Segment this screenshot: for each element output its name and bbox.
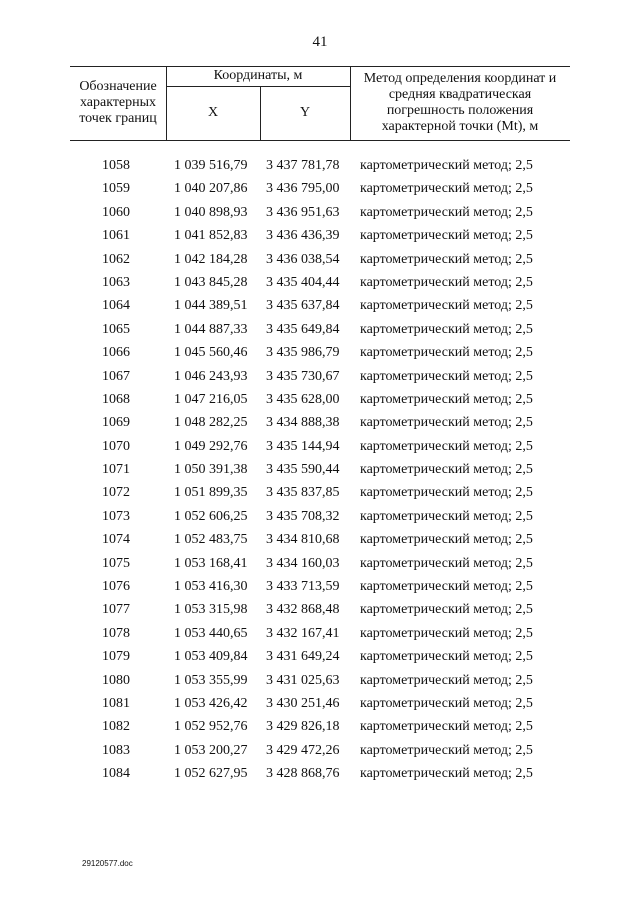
point-id: 1069 <box>102 415 130 431</box>
coord-x: 1 039 516,79 <box>174 158 248 173</box>
coord-y: 3 433 713,59 <box>266 579 340 595</box>
coord-x: 1 053 355,99 <box>174 672 248 688</box>
method: картометрический метод; 2,5 <box>360 321 533 337</box>
table-row <box>70 692 570 715</box>
coord-y: 3 434 888,38 <box>266 415 340 431</box>
table-row <box>70 411 570 434</box>
coord-x: 1 041 852,83 <box>174 228 248 244</box>
point-id: 1061 <box>102 228 130 244</box>
coord-x: 1 053 426,42 <box>174 695 248 711</box>
table-row <box>70 154 570 177</box>
point-id: 1070 <box>102 438 130 454</box>
method: картометрический метод; 2,5 <box>360 438 533 454</box>
point-id: 1073 <box>102 508 130 524</box>
method: картометрический метод; 2,5 <box>360 649 533 665</box>
coord-y: 3 432 167,41 <box>266 625 340 641</box>
coord-x: 1 044 389,51 <box>174 298 248 314</box>
method: картометрический метод; 2,5 <box>360 391 533 407</box>
table-row <box>70 365 570 388</box>
table-row <box>70 435 570 458</box>
table-body <box>70 154 570 786</box>
method: картометрический метод; 2,5 <box>360 742 533 758</box>
method: картометрический метод; 2,5 <box>360 415 533 431</box>
coord-x: 1 052 952,76 <box>174 719 248 735</box>
point-id: 1062 <box>102 251 130 267</box>
method: картометрический метод; 2,5 <box>360 579 533 595</box>
coord-y: 3 435 649,84 <box>266 321 340 337</box>
coord-x: 1 053 200,27 <box>174 742 248 758</box>
point-id: 1075 <box>102 555 130 571</box>
table-row <box>70 294 570 317</box>
point-id: 1077 <box>102 602 130 618</box>
point-id: 1066 <box>102 345 130 361</box>
method: картометрический метод; 2,5 <box>360 251 533 267</box>
table-row <box>70 739 570 762</box>
header-coordinates: Координаты, м <box>213 68 303 83</box>
table-row <box>70 271 570 294</box>
table-row <box>70 528 570 551</box>
coord-x: 1 045 560,46 <box>174 345 248 361</box>
coord-y: 3 429 826,18 <box>266 719 340 735</box>
method: картометрический метод; 2,5 <box>360 719 533 735</box>
method: картометрический метод; 2,5 <box>360 274 533 290</box>
method: картометрический метод; 2,5 <box>360 462 533 478</box>
method: картометрический метод; 2,5 <box>360 345 533 361</box>
point-id: 1065 <box>102 321 130 337</box>
coord-y: 3 435 404,44 <box>266 274 340 290</box>
method: картометрический метод; 2,5 <box>360 368 533 384</box>
coord-y: 3 428 868,76 <box>266 766 340 782</box>
page-number: 41 <box>312 34 328 50</box>
coord-y: 3 434 160,03 <box>266 555 340 571</box>
point-id: 1081 <box>102 695 130 711</box>
coord-y: 3 435 637,84 <box>266 298 340 314</box>
header-point-designation: Обозначение характерных точек границ <box>79 79 157 126</box>
file-name: 29120577.doc <box>82 859 133 868</box>
method: картометрический метод; 2,5 <box>360 508 533 524</box>
method: картометрический метод; 2,5 <box>360 695 533 711</box>
table-row <box>70 481 570 504</box>
method: картометрический метод; 2,5 <box>360 204 533 220</box>
header-x: X <box>207 105 219 120</box>
coord-y: 3 436 038,54 <box>266 251 340 267</box>
coord-x: 1 053 409,84 <box>174 649 248 665</box>
coord-x: 1 048 282,25 <box>174 415 248 431</box>
coord-y: 3 435 590,44 <box>266 462 340 478</box>
method: картометрический метод; 2,5 <box>360 532 533 548</box>
table-row <box>70 552 570 575</box>
table-row <box>70 177 570 200</box>
point-id: 1071 <box>102 462 130 478</box>
point-id: 1058 <box>102 158 130 173</box>
table-row <box>70 201 570 224</box>
coord-x: 1 052 627,95 <box>174 766 248 782</box>
table-row <box>70 458 570 481</box>
coord-x: 1 052 606,25 <box>174 508 248 524</box>
point-id: 1078 <box>102 625 130 641</box>
method: картометрический метод; 2,5 <box>360 625 533 641</box>
point-id: 1060 <box>102 204 130 220</box>
coord-y: 3 430 251,46 <box>266 695 340 711</box>
point-id: 1083 <box>102 742 130 758</box>
method: картометрический метод; 2,5 <box>360 555 533 571</box>
header-method: Метод определения координат и средняя квадратическая погрешность положения характерной точки (Mt), м <box>363 71 557 134</box>
coord-y: 3 432 868,48 <box>266 602 340 618</box>
coord-y: 3 435 837,85 <box>266 485 340 501</box>
table-row <box>70 341 570 364</box>
coord-x: 1 040 898,93 <box>174 204 248 220</box>
table-row <box>70 224 570 247</box>
coord-y: 3 434 810,68 <box>266 532 340 548</box>
method: картометрический метод; 2,5 <box>360 158 533 173</box>
table-row <box>70 248 570 271</box>
coord-y: 3 436 795,00 <box>266 181 340 197</box>
point-id: 1080 <box>102 672 130 688</box>
table-row <box>70 505 570 528</box>
table-header <box>70 66 570 140</box>
point-id: 1074 <box>102 532 130 548</box>
point-id: 1068 <box>102 391 130 407</box>
coord-y: 3 431 649,24 <box>266 649 340 665</box>
point-id: 1079 <box>102 649 130 665</box>
table-row <box>70 622 570 645</box>
method: картометрический метод; 2,5 <box>360 672 533 688</box>
header-y: Y <box>299 105 311 120</box>
coord-x: 1 053 168,41 <box>174 555 248 571</box>
method: картометрический метод; 2,5 <box>360 485 533 501</box>
coord-y: 3 436 436,39 <box>266 228 340 244</box>
coord-x: 1 047 216,05 <box>174 391 248 407</box>
table-row <box>70 645 570 668</box>
point-id: 1076 <box>102 579 130 595</box>
table-row <box>70 715 570 738</box>
method: картометрический метод; 2,5 <box>360 181 533 197</box>
coord-x: 1 042 184,28 <box>174 251 248 267</box>
coord-x: 1 046 243,93 <box>174 368 248 384</box>
coord-y: 3 436 951,63 <box>266 204 340 220</box>
coord-x: 1 043 845,28 <box>174 274 248 290</box>
table-row <box>70 575 570 598</box>
coord-y: 3 435 144,94 <box>266 438 340 454</box>
header-bottom-border <box>70 140 570 141</box>
coord-x: 1 040 207,86 <box>174 181 248 197</box>
point-id: 1082 <box>102 719 130 735</box>
point-id: 1084 <box>102 766 130 782</box>
method: картометрический метод; 2,5 <box>360 298 533 314</box>
table-row <box>70 388 570 411</box>
coord-y: 3 435 986,79 <box>266 345 340 361</box>
coord-x: 1 053 440,65 <box>174 625 248 641</box>
coord-x: 1 052 483,75 <box>174 532 248 548</box>
table-row <box>70 762 570 785</box>
point-id: 1063 <box>102 274 130 290</box>
table-row <box>70 598 570 621</box>
coord-y: 3 435 628,00 <box>266 391 340 407</box>
method: картометрический метод; 2,5 <box>360 766 533 782</box>
coord-y: 3 431 025,63 <box>266 672 340 688</box>
table-row <box>70 669 570 692</box>
method: картометрический метод; 2,5 <box>360 602 533 618</box>
coord-y: 3 435 708,32 <box>266 508 340 524</box>
point-id: 1067 <box>102 368 130 384</box>
point-id: 1059 <box>102 181 130 197</box>
coord-y: 3 435 730,67 <box>266 368 340 384</box>
coord-x: 1 050 391,38 <box>174 462 248 478</box>
point-id: 1072 <box>102 485 130 501</box>
method: картометрический метод; 2,5 <box>360 228 533 244</box>
coord-x: 1 053 416,30 <box>174 579 248 595</box>
coord-x: 1 044 887,33 <box>174 321 248 337</box>
coord-x: 1 053 315,98 <box>174 602 248 618</box>
table-row <box>70 318 570 341</box>
coord-x: 1 051 899,35 <box>174 485 248 501</box>
point-id: 1064 <box>102 298 130 314</box>
coord-y: 3 429 472,26 <box>266 742 340 758</box>
coord-x: 1 049 292,76 <box>174 438 248 454</box>
coord-y: 3 437 781,78 <box>266 158 340 173</box>
